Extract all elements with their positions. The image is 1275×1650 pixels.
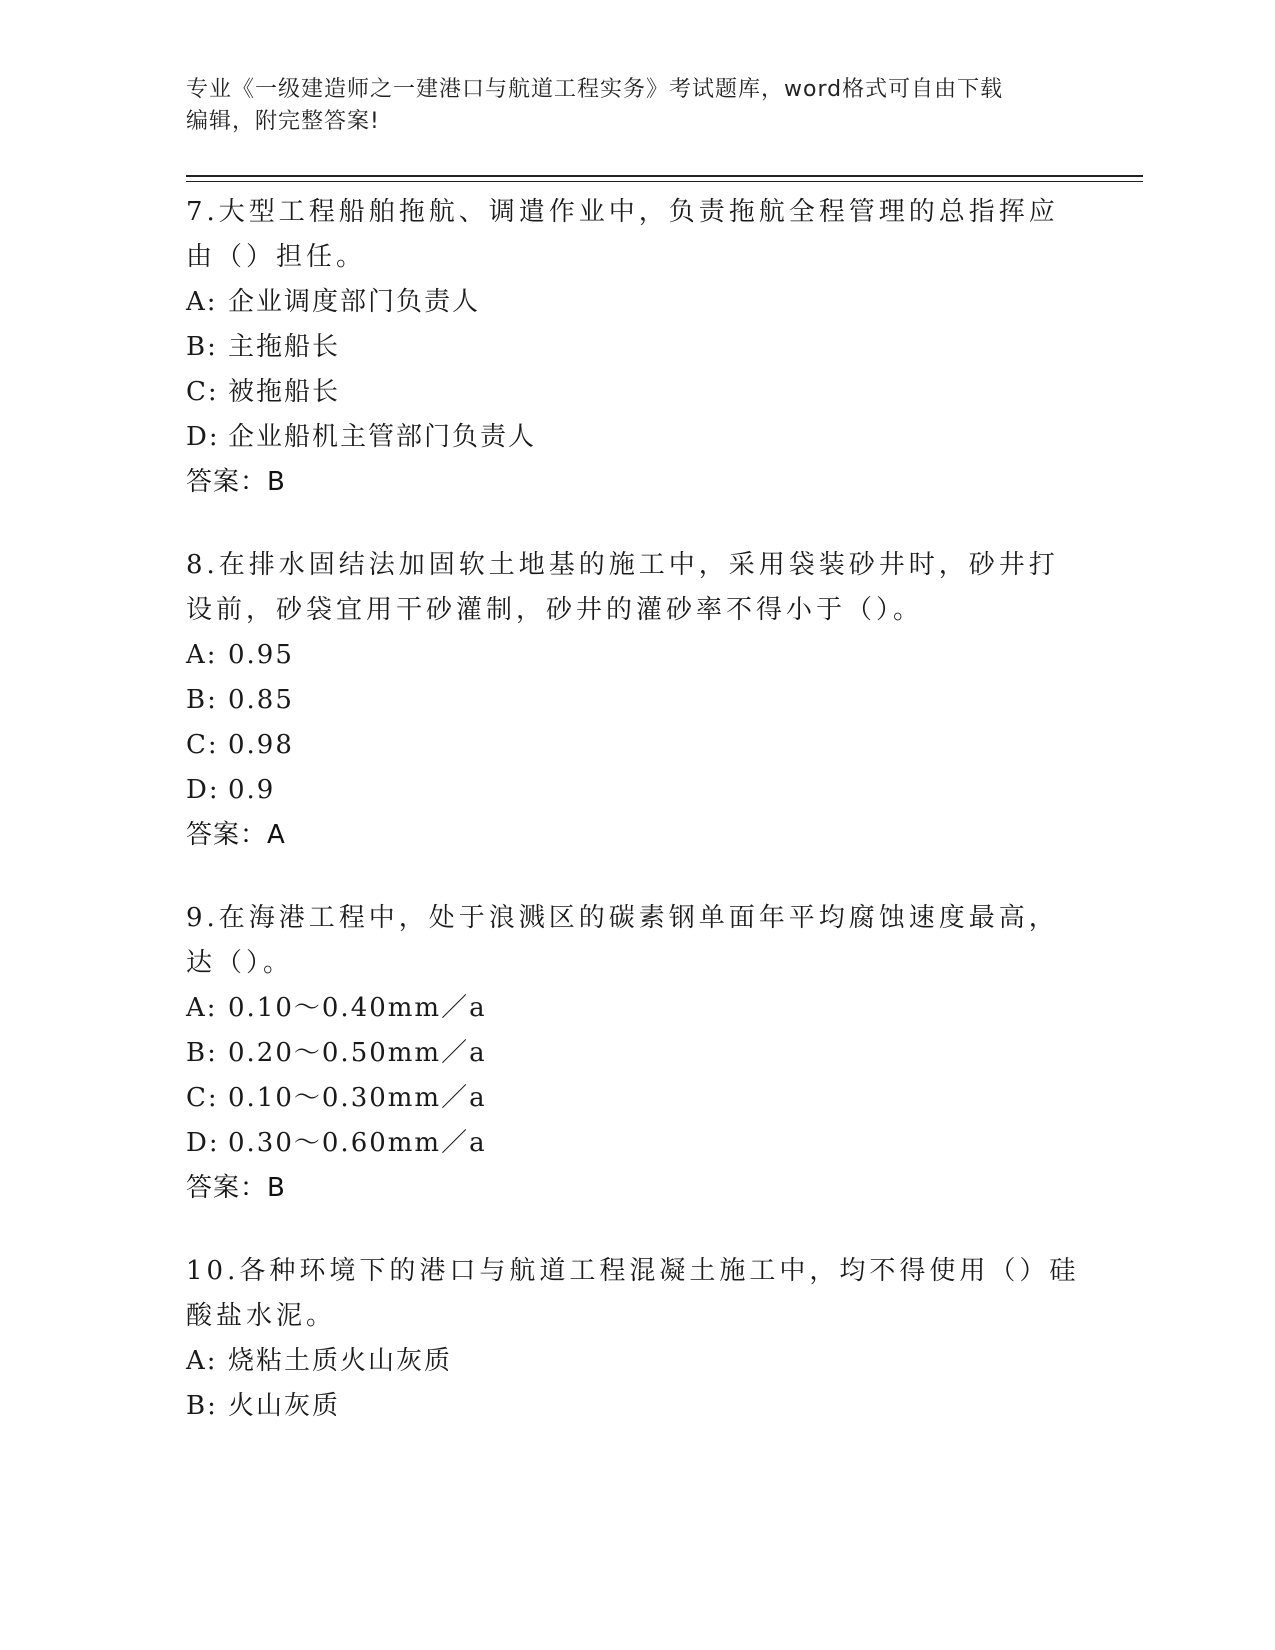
question-text: 10.各种环境下的港口与航道工程混凝土施工中，均不得使用（）硅酸盐水泥。	[186, 1256, 1080, 1331]
option-text: 企业调度部门负责人	[228, 287, 481, 317]
option-c	[186, 1076, 1086, 1121]
option-text: 主拖船长	[228, 332, 341, 362]
option-letter: A:	[186, 993, 218, 1023]
question-9	[186, 896, 1086, 1211]
option-letter: D:	[186, 775, 220, 805]
header-divider-thick	[186, 175, 1143, 177]
header-line-1: 专业《一级建造师之一建港口与航道工程实务》考试题库，word格式可自由下载	[186, 77, 1004, 102]
option-text: 企业船机主管部门负责人	[228, 422, 537, 452]
option-a	[186, 633, 1086, 678]
option-letter: A:	[186, 640, 218, 670]
option-text: 0.20～0.50mm／a	[228, 1038, 487, 1068]
option-c	[186, 370, 1086, 415]
answer-text: 答案：B	[186, 1173, 286, 1203]
option-letter: B:	[186, 1038, 218, 1068]
option-text: 0.98	[228, 730, 294, 760]
option-letter: A:	[186, 287, 218, 317]
option-text: 0.10～0.40mm／a	[228, 993, 487, 1023]
option-b	[186, 1384, 1086, 1429]
option-letter: D:	[186, 422, 220, 452]
option-letter: B:	[186, 1391, 218, 1421]
option-text: 0.95	[228, 640, 294, 670]
option-b	[186, 678, 1086, 723]
option-text: 0.85	[228, 685, 294, 715]
option-text: 0.30～0.60mm／a	[228, 1128, 487, 1158]
question-text: 7.大型工程船舶拖航、调遣作业中，负责拖航全程管理的总指挥应由（）担任。	[186, 197, 1059, 272]
option-letter: D:	[186, 1128, 220, 1158]
option-letter: B:	[186, 685, 218, 715]
option-letter: C:	[186, 1083, 219, 1113]
option-a	[186, 280, 1086, 325]
header-line-2: 编辑，附完整答案!	[186, 109, 380, 134]
question-10	[186, 1249, 1086, 1429]
option-d	[186, 415, 1086, 460]
document-header	[186, 74, 1066, 138]
option-text: 0.9	[228, 775, 276, 805]
answer-text: 答案：B	[186, 467, 286, 497]
option-a	[186, 1339, 1086, 1384]
option-d	[186, 1121, 1086, 1166]
question-7	[186, 190, 1086, 505]
option-a	[186, 986, 1086, 1031]
question-8	[186, 543, 1086, 858]
option-text: 0.10～0.30mm／a	[228, 1083, 487, 1113]
option-letter: B:	[186, 332, 218, 362]
question-text: 8.在排水固结法加固软土地基的施工中，采用袋装砂井时，砂井打设前，砂袋宜用干砂灌制，砂井的灌砂率不得小于（）。	[186, 550, 1059, 625]
option-text: 烧粘土质火山灰质	[228, 1346, 453, 1376]
header-divider-thin	[186, 181, 1143, 182]
option-d	[186, 768, 1086, 813]
question-list	[186, 190, 1086, 1467]
option-b	[186, 1031, 1086, 1076]
option-letter: A:	[186, 1346, 218, 1376]
option-letter: C:	[186, 730, 219, 760]
option-text: 被拖船长	[228, 377, 341, 407]
option-b	[186, 325, 1086, 370]
option-letter: C:	[186, 377, 219, 407]
option-text: 火山灰质	[228, 1391, 341, 1421]
question-text: 9.在海港工程中，处于浪溅区的碳素钢单面年平均腐蚀速度最高，达（）。	[186, 903, 1059, 978]
answer-text: 答案：A	[186, 820, 286, 850]
option-c	[186, 723, 1086, 768]
